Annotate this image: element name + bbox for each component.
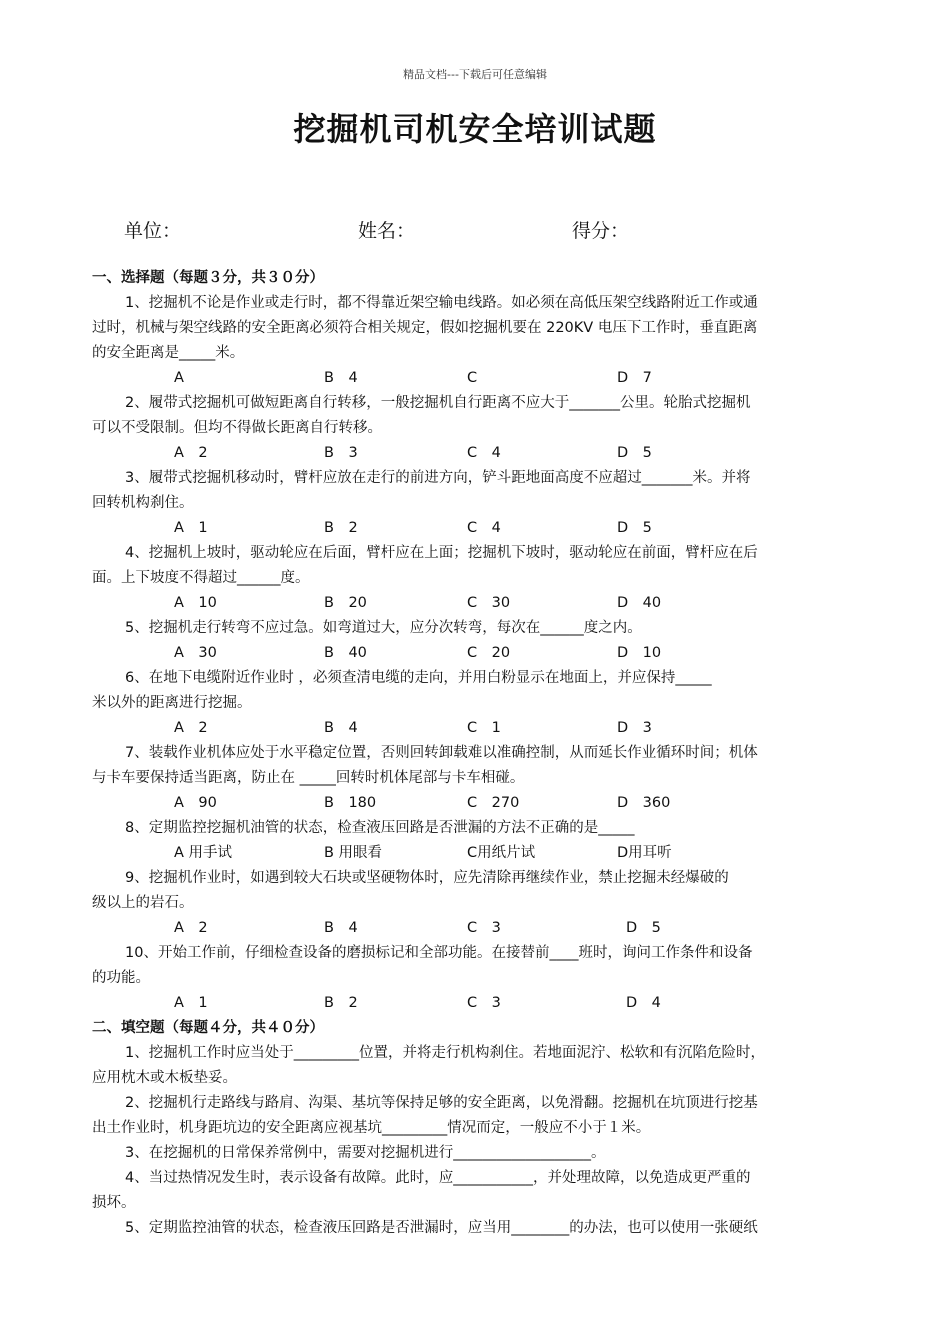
option-label: B 2 <box>324 995 358 1011</box>
question-text: 损坏。 <box>92 1195 136 1211</box>
option-label: A 用手试 <box>174 845 233 861</box>
question-text: 面。上下坡度不得超过______度。 <box>92 570 310 586</box>
option-label: B 4 <box>324 720 358 736</box>
option-label: C 4 <box>467 445 501 461</box>
question-text: 5、挖掘机走行转弯不应过急。如弯道过大，应分次转弯，每次在______度之内。 <box>125 620 642 636</box>
question-text: 与卡车要保持适当距离，防止在 _____回转时机体尾部与卡车相碰。 <box>92 770 525 786</box>
question-text: 3、在挖掘机的日常保养常例中，需要对挖掘机进行___________________。 <box>125 1145 606 1161</box>
name-label: 姓名： <box>358 220 416 242</box>
option-label: B 用眼看 <box>324 845 383 861</box>
options-row <box>92 716 864 741</box>
question-text: 4、当过热情况发生时，表示设备有故障。此时，应___________，并处理故障，以免造成更严重的 <box>125 1170 751 1186</box>
option-label: C 3 <box>467 920 501 936</box>
option-label: D 10 <box>617 645 662 661</box>
option-label: A 30 <box>174 645 217 661</box>
unit-label: 单位： <box>124 220 182 242</box>
question-text: 7、装载作业机体应处于水平稳定位置，否则回转卸载难以准确控制，从而延长作业循环时间；机体 <box>125 745 758 761</box>
option-label: D 360 <box>617 795 671 811</box>
option-label: D 3 <box>617 720 652 736</box>
question-text: 3、履带式挖掘机移动时，臂杆应放在走行的前进方向，铲斗距地面高度不应超过_______米。并将 <box>125 470 751 486</box>
question-text: 9、挖掘机作业时，如遇到较大石块或坚硬物体时，应先清除再继续作业，禁止挖掘未经爆破的 <box>125 870 729 886</box>
option-label: B 4 <box>324 920 358 936</box>
option-label: D 5 <box>617 445 652 461</box>
option-label: A 10 <box>174 595 217 611</box>
option-label: C 1 <box>467 720 501 736</box>
question-text: 级以上的岩石。 <box>92 895 194 911</box>
option-label: C 3 <box>467 995 501 1011</box>
section-heading: 二、填空题（每题４分，共４０分） <box>92 1020 324 1036</box>
exam-content <box>92 266 864 1241</box>
question-text: 的安全距离是_____米。 <box>92 345 245 361</box>
option-label: D 4 <box>626 995 661 1011</box>
question-text: 出土作业时，机身距坑边的安全距离应视基坑_________情况而定，一般应不小于１米。 <box>92 1120 651 1136</box>
option-label: D 7 <box>617 370 652 386</box>
option-label: A 90 <box>174 795 217 811</box>
question-text: 2、履带式挖掘机可做短距离自行转移，一般挖掘机自行距离不应大于_______公里。轮胎式挖掘机 <box>125 395 751 411</box>
option-label: A 2 <box>174 445 208 461</box>
options-row <box>92 366 864 391</box>
question-text: 5、定期监控油管的状态，检查液压回路是否泄漏时，应当用________的办法，也可以使用一张硬纸 <box>125 1220 758 1236</box>
option-label: B 4 <box>324 370 358 386</box>
question-text: 2、挖掘机行走路线与路肩、沟渠、基坑等保持足够的安全距离，以免滑翻。挖掘机在坑顶进行挖基 <box>125 1095 758 1111</box>
score-label: 得分： <box>572 220 630 242</box>
question-text: 的功能。 <box>92 970 150 986</box>
question-text: 过时，机械与架空线路的安全距离必须符合相关规定，假如挖掘机要在 220KV 电压下工作时，垂直距离 <box>92 320 758 336</box>
options-row <box>92 791 864 816</box>
question-text: 8、定期监控挖掘机油管的状态，检查液压回路是否泄漏的方法不正确的是_____ <box>125 820 635 836</box>
option-label: A 2 <box>174 920 208 936</box>
question-text: 6、在地下电缆附近作业时 ，必须查清电缆的走向，并用白粉显示在地面上，并应保持_____ <box>125 670 712 686</box>
header-note: 精品文档---下载后可任意编辑 <box>403 68 547 81</box>
option-label: C 270 <box>467 795 520 811</box>
question-text: 1、挖掘机不论是作业或走行时，都不得靠近架空输电线路。如必须在高低压架空线路附近工作或通 <box>125 295 758 311</box>
option-label: C 4 <box>467 520 501 536</box>
option-label: D用耳听 <box>617 845 672 861</box>
option-label: C 20 <box>467 645 511 661</box>
option-label: B 180 <box>324 795 377 811</box>
option-label: B 3 <box>324 445 358 461</box>
option-label: C <box>467 370 478 386</box>
option-label: D 40 <box>617 595 662 611</box>
options-row <box>92 441 864 466</box>
option-label: C用纸片试 <box>467 845 536 861</box>
question-text: 米以外的距离进行挖掘。 <box>92 695 252 711</box>
options-row <box>92 641 864 666</box>
options-row <box>92 841 864 866</box>
option-label: A <box>174 370 184 386</box>
option-label: B 2 <box>324 520 358 536</box>
question-text: 4、挖掘机上坡时，驱动轮应在后面，臂杆应在上面；挖掘机下坡时，驱动轮应在前面，臂杆应在后 <box>125 545 758 561</box>
question-text: 可以不受限制。但均不得做长距离自行转移。 <box>92 420 382 436</box>
option-label: B 20 <box>324 595 367 611</box>
options-row <box>92 516 864 541</box>
option-label: B 40 <box>324 645 367 661</box>
page-title: 挖掘机司机安全培训试题 <box>293 110 657 148</box>
option-label: A 1 <box>174 995 208 1011</box>
options-row <box>92 591 864 616</box>
question-text: 10、开始工作前，仔细检查设备的磨损标记和全部功能。在接替前____班时，询问工作条件和设备 <box>125 945 753 961</box>
option-label: D 5 <box>626 920 661 936</box>
options-row <box>92 916 864 941</box>
options-row <box>92 991 864 1016</box>
question-text: 回转机构刹住。 <box>92 495 194 511</box>
option-label: C 30 <box>467 595 511 611</box>
section-heading: 一、选择题（每题３分，共３０分） <box>92 270 324 286</box>
option-label: A 1 <box>174 520 208 536</box>
question-text: 1、挖掘机工作时应当处于_________位置，并将走行机构刹住。若地面泥泞、松软和有沉陷危险时， <box>125 1045 765 1061</box>
option-label: A 2 <box>174 720 208 736</box>
question-text: 应用枕木或木板垫妥。 <box>92 1070 237 1086</box>
option-label: D 5 <box>617 520 652 536</box>
